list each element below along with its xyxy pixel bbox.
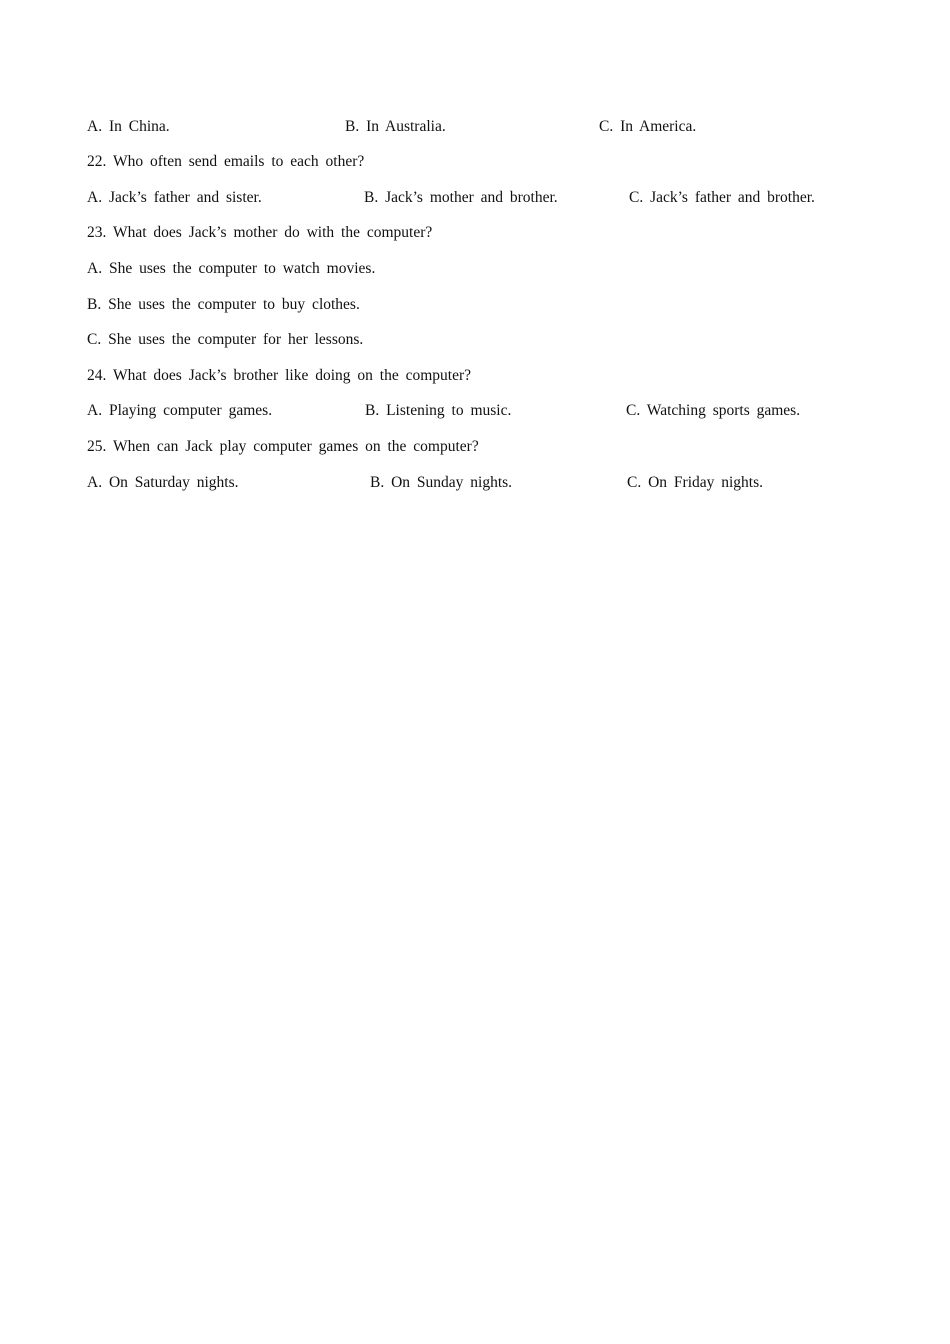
option-23-b: B. She uses the computer to buy clothes. (87, 296, 360, 313)
question-23-stem: 23. What does Jack’s mother do with the computer? (87, 224, 433, 241)
option-22-a: A. Jack’s father and sister. (87, 189, 262, 206)
question-25-options (87, 473, 887, 493)
option-25-c: C. On Friday nights. (627, 474, 764, 491)
question-24-stem: 24. What does Jack’s brother like doing on the computer? (87, 367, 471, 384)
option-21-a: A. In China. (87, 118, 170, 135)
option-23-c: C. She uses the computer for her lessons. (87, 331, 364, 348)
option-22-c: C. Jack’s father and brother. (629, 189, 815, 206)
question-22-options (87, 188, 887, 208)
option-24-b: B. Listening to music. (365, 402, 512, 419)
question-25-stem: 25. When can Jack play computer games on the computer? (87, 438, 479, 455)
option-25-b: B. On Sunday nights. (370, 474, 513, 491)
option-21-c: C. In America. (599, 118, 697, 135)
question-22-stem: 22. Who often send emails to each other? (87, 153, 365, 170)
question-21-options (87, 117, 887, 137)
question-24-options (87, 401, 887, 421)
option-22-b: B. Jack’s mother and brother. (364, 189, 558, 206)
option-25-a: A. On Saturday nights. (87, 474, 239, 491)
option-24-c: C. Watching sports games. (626, 402, 801, 419)
option-24-a: A. Playing computer games. (87, 402, 273, 419)
option-23-a: A. She uses the computer to watch movies. (87, 260, 376, 277)
option-21-b: B. In Australia. (345, 118, 446, 135)
